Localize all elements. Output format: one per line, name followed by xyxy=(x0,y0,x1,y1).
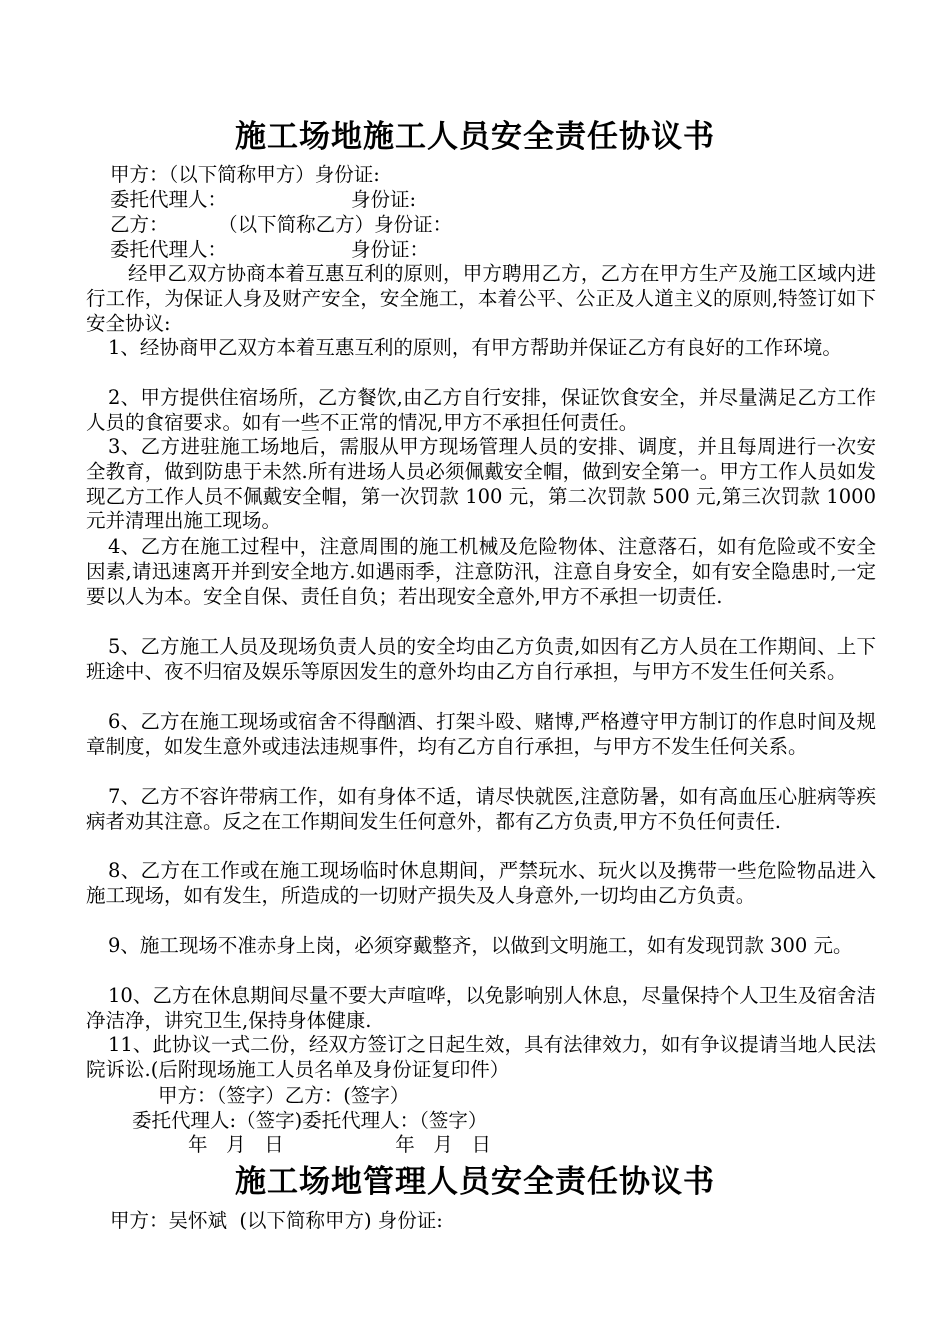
party-b-line: 乙方： （以下简称乙方）身份证： xyxy=(110,213,453,236)
clause-9: 9、施工现场不准赤身上岗，必须穿戴整齐，以做到文明施工，如有发现罚款 300 元。 xyxy=(108,934,853,957)
clause-11: 11、此协议一式二份，经双方签订之日起生效，具有法律效力，如有争议提请当地人民法院诉讼.(后附现场施工人员名单及身份证复印件） xyxy=(86,1033,876,1081)
clause-10: 10、乙方在休息期间尽量不要大声喧哗，以免影响别人休息，尽量保持个人卫生及宿舍洁净洁净，讲究卫生,保持身体健康. xyxy=(86,984,876,1032)
party-a-line-2: 甲方：吴怀斌 (以下简称甲方) 身份证: xyxy=(110,1209,443,1232)
document-title: 施工场地施工人员安全责任协议书 xyxy=(235,119,715,155)
second-document-title: 施工场地管理人员安全责任协议书 xyxy=(235,1164,715,1200)
date-line: 年 月 日 年 月 日 xyxy=(188,1133,491,1156)
clause-7: 7、乙方不容许带病工作，如有身体不适，请尽快就医,注意防暑，如有高血压心脏病等疾病者劝其注意。反之在工作期间发生任何意外，都有乙方负责,甲方不负任何责任. xyxy=(86,785,876,833)
clause-5: 5、乙方施工人员及现场负责人员的安全均由乙方负责,如因有乙方人员在工作期间、上下班途中、夜不归宿及娱乐等原因发生的意外均由乙方自行承担，与甲方不发生任何关系。 xyxy=(86,635,876,683)
signature-line: 甲方：（签字）乙方：(签字） xyxy=(158,1084,410,1107)
intro-paragraph: 经甲乙双方协商本着互惠互利的原则，甲方聘用乙方，乙方在甲方生产及施工区域内进行工作，为保证人身及财产安全，安全施工，本着公平、公正及人道主义的原则,特签订如下安全协议: xyxy=(86,262,876,335)
agent-a-line: 委托代理人： 身份证: xyxy=(110,188,417,211)
clause-1: 1、经协商甲乙双方本着互惠互利的原则，有甲方帮助并保证乙方有良好的工作环境。 xyxy=(108,336,842,359)
agent-b-line: 委托代理人： 身份证： xyxy=(110,238,429,261)
clause-4: 4、乙方在施工过程中，注意周围的施工机械及危险物体、注意落石，如有危险或不安全因素,请迅速离开并到安全地方.如遇雨季，注意防汛，注意自身安全，如有安全隐患时,一定要以人为本。安全自保、责任自负；若出现安全意外,甲方不承担一切责任. xyxy=(86,535,876,608)
clause-6: 6、乙方在施工现场或宿舍不得酗酒、打架斗殴、赌博,严格遵守甲方制订的作息时间及规章制度，如发生意外或违法违规事件，均有乙方自行承担，与甲方不发生任何关系。 xyxy=(86,710,876,758)
clause-8: 8、乙方在工作或在施工现场临时休息期间，严禁玩水、玩火以及携带一些危险物品进入施工现场，如有发生，所造成的一切财产损失及人身意外,一切均由乙方负责。 xyxy=(86,859,876,907)
agent-signature-line: 委托代理人:（签字)委托代理人：（签字） xyxy=(132,1109,488,1132)
party-a-line: 甲方：（以下简称甲方）身份证: xyxy=(110,163,380,186)
clause-2: 2、甲方提供住宿场所，乙方餐饮,由乙方自行安排，保证饮食安全，并尽量满足乙方工作人员的食宿要求。如有一些不正常的情况,甲方不承担任何责任。 xyxy=(86,386,876,434)
clause-3: 3、乙方进驻施工场地后，需服从甲方现场管理人员的安排、调度，并且每周进行一次安全教育，做到防患于未然.所有进场人员必须佩戴安全帽，做到安全第一。甲方工作人员如发现乙方工作人员不佩戴安全帽，第一次罚款 100 元，第二次罚款 500 元,第三次罚款 1000 元并清理出施工现场。 xyxy=(86,435,876,533)
